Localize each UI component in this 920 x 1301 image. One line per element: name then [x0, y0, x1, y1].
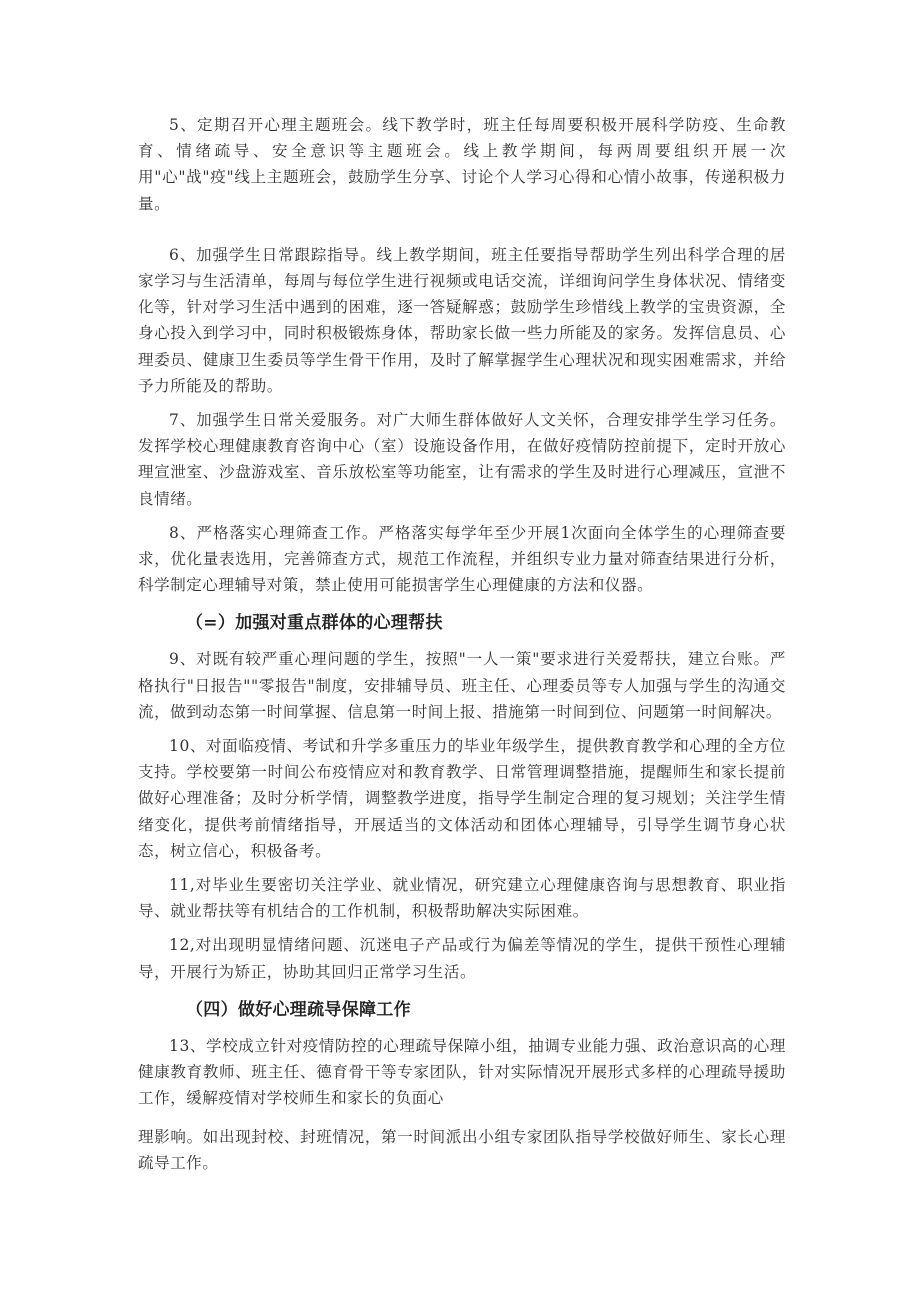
document-page — [138, 112, 786, 1176]
paragraph-12: 12,对出现明显情绪问题、沉迷电子产品或行为偏差等情况的学生，提供干预性心理辅导，开展行为矫正，协助其回归正常学习生活。 — [138, 936, 786, 981]
section-heading-3: （=）加强对重点群体的心理帮扶 — [186, 613, 443, 634]
paragraph-13: 13、学校成立针对疫情防控的心理疏导保障小组，抽调专业能力强、政治意识高的心理健康教育教师、班主任、德育骨干等专家团队，针对实际情况开展形式多样的心理疏导援助工作，缓解疫情对学校师生和家长的负面心 — [138, 1036, 786, 1108]
paragraph-6: 6、加强学生日常跟踪指导。线上教学期间，班主任要指导帮助学生列出科学合理的居家学习与生活清单，每周与每位学生进行视频或电话交流，详细询问学生身体状况、情绪变化等，针对学习生活中遇到的困难，逐一答疑解惑；鼓励学生珍惜线上教学的宝贵资源，全身心投入到学习中，同时积极锻炼身体，帮助家长做一些力所能及的家务。发挥信息员、心理委员、健康卫生委员等学生骨干作用，及时了解掌握学生心理状况和现实困难需求，并给予力所能及的帮助。 — [138, 245, 786, 395]
section-heading-4: （四）做好心理疏导保障工作 — [186, 999, 411, 1020]
paragraph-11: 11,对毕业生要密切关注学业、就业情况，研究建立心理健康咨询与思想教育、职业指导、就业帮扶等有机结合的工作机制，积极帮助解决实际困难。 — [138, 876, 786, 921]
paragraph-8: 8、严格落实心理筛查工作。严格落实每学年至少开展1次面向全体学生的心理筛查要求，优化量表选用，完善筛查方式，规范工作流程，并组织专业力量对筛查结果进行分析，科学制定心理辅导对策，禁止使用可能损害学生心理健康的方法和仪器。 — [138, 523, 786, 595]
paragraph-13-continued: 理影响。如出现封校、封班情况，第一时间派出小组专家团队指导学校做好师生、家长心理疏导工作。 — [138, 1127, 786, 1172]
paragraph-9: 9、对既有较严重心理问题的学生，按照"一人一策"要求进行关爱帮扶，建立台账。严格执行"日报告""零报告"制度，安排辅导员、班主任、心理委员等专人加强与学生的沟通交流，做到动态第一时间掌握、信息第一时间上报、措施第一时间到位、问题第一时间解决。 — [138, 650, 786, 721]
paragraph-5: 5、定期召开心理主题班会。线下教学时，班主任每周要积极开展科学防疫、生命教育、情绪疏导、安全意识等主题班会。线上教学期间，每两周要组织开展一次用"心"战"疫"线上主题班会，鼓励学生分享、讨论个人学习心得和心情小故事，传递积极力量。 — [138, 116, 786, 213]
paragraph-7: 7、加强学生日常关爱服务。对广大师生群体做好人文关怀，合理安排学生学习任务。发挥学校心理健康教育咨询中心（室）设施设备作用，在做好疫情防控前提下，定时开放心理宣泄室、沙盘游戏室、音乐放松室等功能室，让有需求的学生及时进行心理减压，宣泄不良情绪。 — [138, 411, 786, 508]
paragraph-10: 10、对面临疫情、考试和升学多重压力的毕业年级学生，提供教育教学和心理的全方位支持。学校要第一时间公布疫情应对和教育教学、日常管理调整措施，提醒师生和家长提前做好心理准备；及时分析学情，调整教学进度，指导学生制定合理的复习规划；关注学生情绪变化，提供考前情绪指导，开展适当的文体活动和团体心理辅导，引导学生调节身心状态，树立信心，积极备考。 — [138, 737, 786, 860]
